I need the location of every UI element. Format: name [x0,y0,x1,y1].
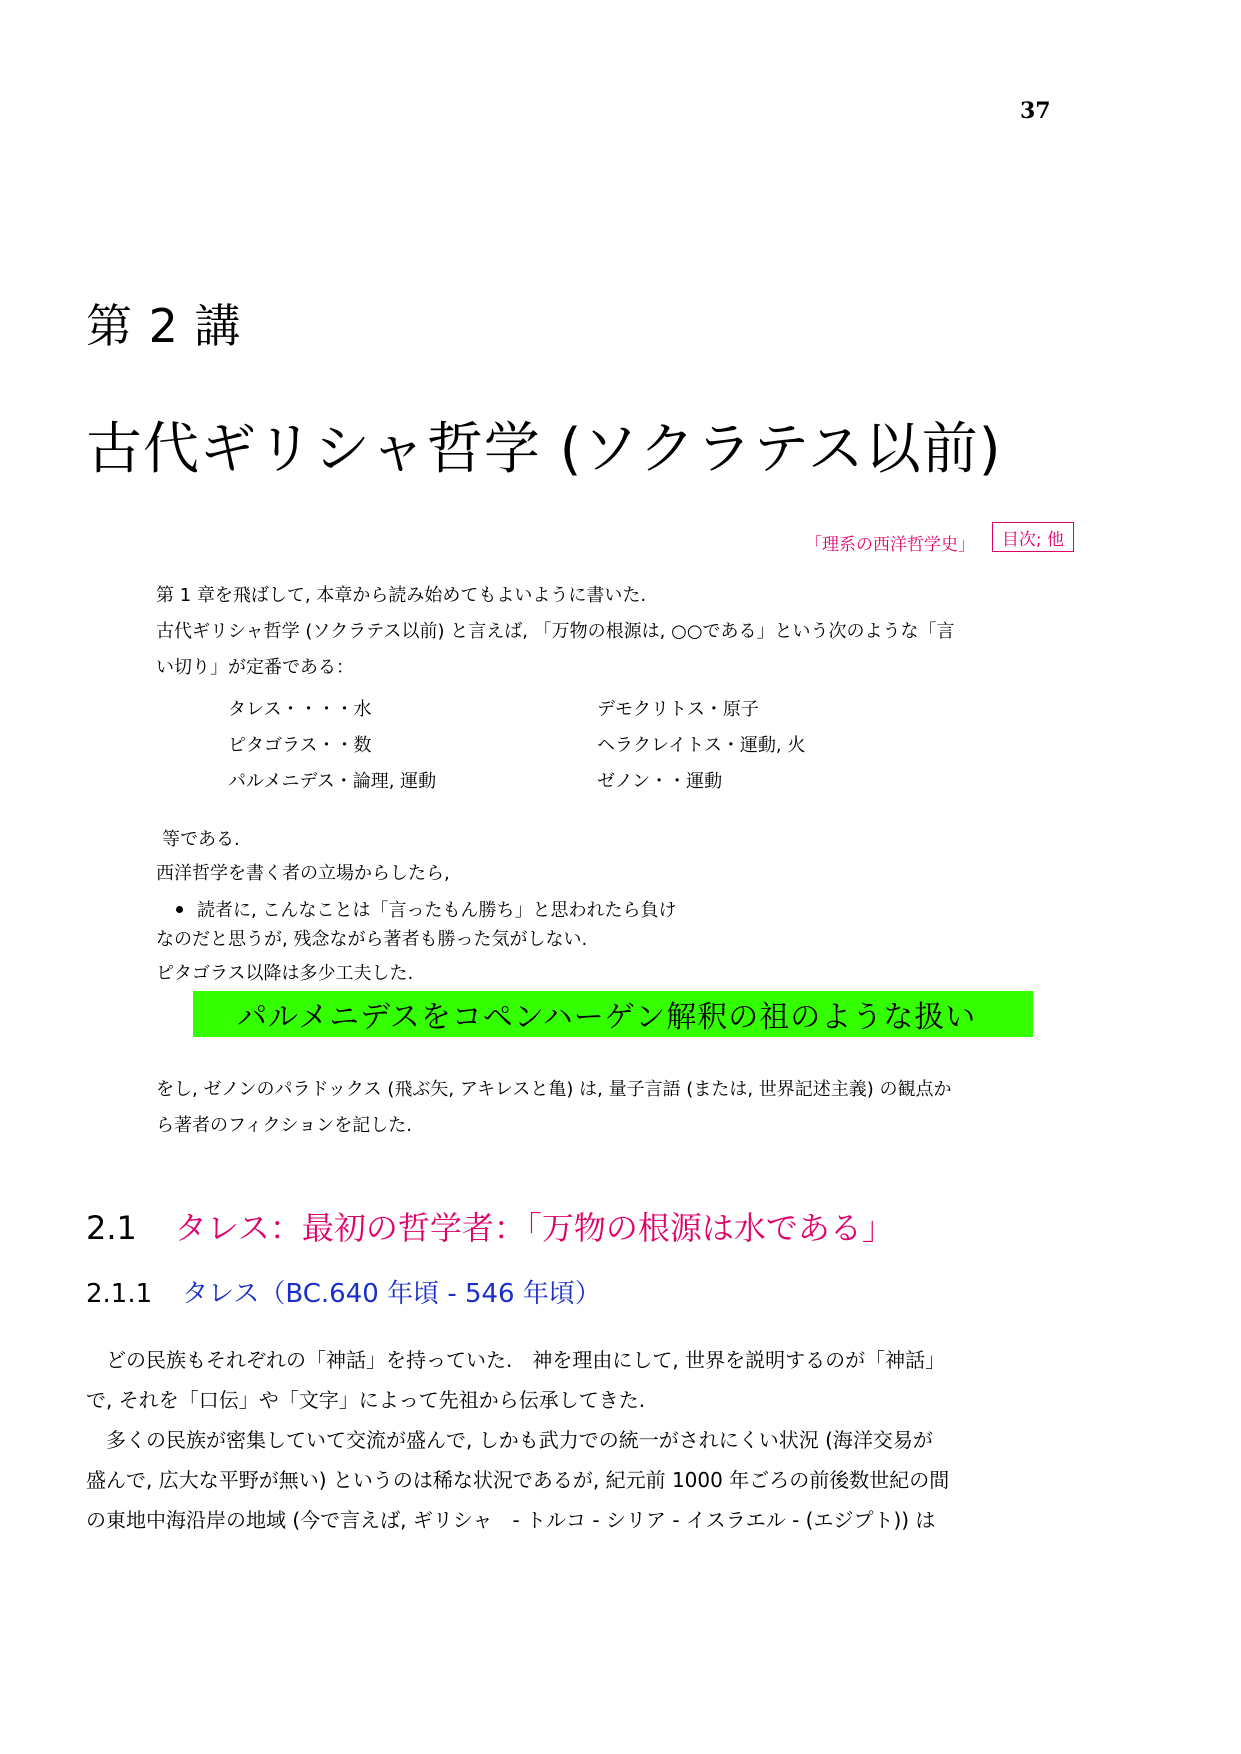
after-list-line-2: 西洋哲学を書く者の立場からしたら, [156,863,450,884]
intro-line-2: 古代ギリシャ哲学 (ソクラテス以前) と言えば, 「万物の根源は, ○○である」という次のような「言 [156,621,955,642]
body-line-1: どの民族もそれぞれの「神話」を持っていた. 神を理由にして, 世界を説明するのが「神話」 [86,1348,946,1372]
after-list-line-4: ピタゴラス以降は多少工夫した. [156,963,414,984]
subsection-title: タレス（BC.640 年頃 - 546 年頃） [182,1279,601,1309]
section-number: 2.1 [86,1209,137,1247]
list-item: デモクリトス・原子 [597,699,759,720]
body-line-3: 多くの民族が密集していて交流が盛んで, しかも武力での統一がされにくい状況 (海洋交易が [86,1428,933,1452]
list-item: ゼノン・・運動 [597,771,723,792]
bullet-icon [176,906,183,913]
after-list-line-3: なのだと思うが, 残念ながら著者も勝った気がしない. [156,929,588,950]
philosopher-list-left [228,692,436,800]
subsection-number: 2.1.1 [86,1279,153,1309]
body-paragraph [86,1340,949,1540]
body-line-4: 盛んで, 広大な平野が無い) というのは稀な状況であるが, 紀元前 1000 年ごろの前後数世紀の間 [86,1468,950,1492]
list-item: パルメニデス・論理, 運動 [228,771,437,792]
subsection-heading [86,1273,601,1310]
after-list-line-1: 等である. [162,829,240,850]
lecture-label: 第 2 講 [86,299,242,353]
after-highlight-line-2: ら著者のフィクションを記した. [156,1115,412,1136]
body-line-2: で, それを「口伝」や「文字」によって先祖から伝承してきた. [86,1388,646,1412]
after-highlight-paragraph [156,1072,952,1144]
bullet-item [176,896,676,922]
page-number: 37 [1020,98,1051,124]
highlight-banner [193,991,1033,1037]
section-title: タレス：最初の哲学者：「万物の根源は水である」 [174,1209,894,1247]
after-highlight-line-1: をし, ゼノンのパラドックス (飛ぶ矢, アキレスと亀) は, 量子言語 (または, 世界記述主義) の観点か [156,1079,952,1100]
toc-link-label: 目次; 他 [1001,529,1065,550]
highlight-text: パルメニデスをコペンハーゲン解釈の祖のような扱い [237,1000,977,1035]
list-item: タレス・・・・水 [228,699,372,720]
section-heading [86,1203,894,1249]
bullet-text: 読者に, こんなことは「言ったもん勝ち」と思われたら負け [197,900,677,921]
intro-line-3: い切り」が定番である： [156,657,354,678]
toc-link-button[interactable] [992,522,1074,552]
chapter-title: 古代ギリシャ哲学 (ソクラテス以前) [86,417,1002,482]
intro-paragraph [156,578,955,686]
body-line-5: の東地中海沿岸の地域 (今で言えば, ギリシャ - トルコ - シリア - イスラエル - (エジプト)) は [86,1508,936,1532]
book-link[interactable]: 「理系の西洋哲学史」 [805,535,975,555]
philosopher-list-right [597,692,805,800]
intro-line-1: 第 1 章を飛ばして, 本章から読み始めてもよいように書いた. [156,585,647,606]
list-item: ピタゴラス・・数 [228,735,372,756]
list-item: ヘラクレイトス・運動, 火 [597,735,806,756]
